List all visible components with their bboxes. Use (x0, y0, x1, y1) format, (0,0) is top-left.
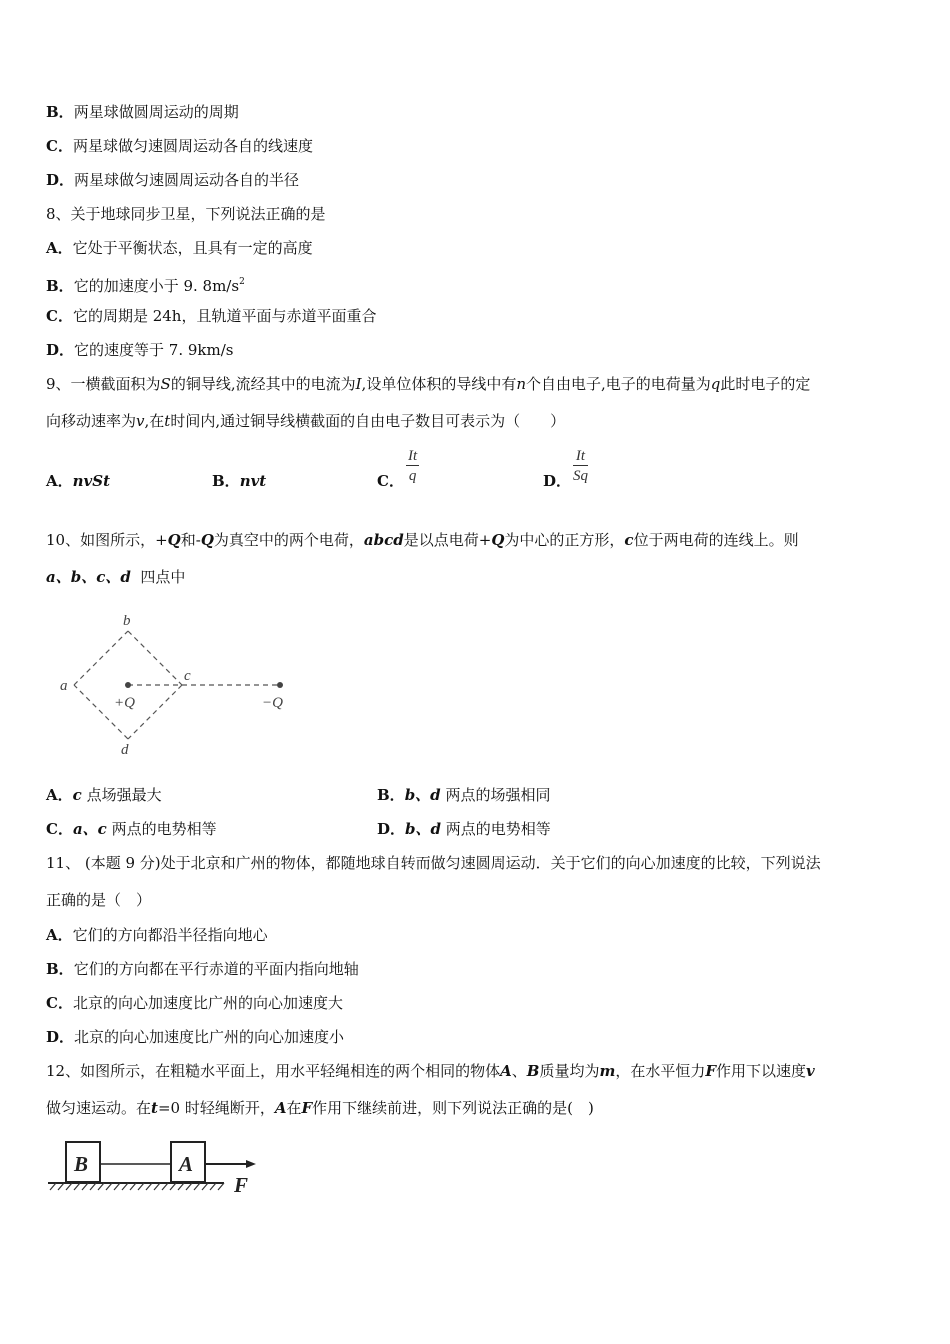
q10-option-a: A．c 点场强最大 (46, 786, 162, 804)
q8-stem: 8、关于地球同步卫星，下列说法正确的是 (46, 205, 326, 223)
q9-option-d-label: D． (543, 472, 572, 490)
q12-stem-line2: 做匀速运动。在t=0 时轻绳断开，A在F作用下继续前进，则下列说法正确的是( ) (46, 1099, 594, 1117)
q10-stem-line2: a、b、c、d 四点中 (46, 568, 186, 586)
point-c-label: c (184, 668, 191, 684)
q11-option-c: C．北京的向心加速度比广州的向心加速度大 (46, 994, 343, 1012)
q8-option-c: C．它的周期是 24h，且轨道平面与赤道平面重合 (46, 307, 377, 325)
q11-option-a: A．它们的方向都沿半径指向地心 (46, 926, 268, 944)
square-edge-bc (128, 631, 182, 685)
block-b-label: B (74, 1152, 89, 1176)
q10-stem-line1: 10、如图所示，+Q和-Q为真空中的两个电荷，abcd是以点电荷+Q为中心的正方形，c位于两电荷的连线上。则 (46, 531, 799, 549)
point-b-label: b (123, 613, 131, 629)
force-arrow-head (246, 1160, 256, 1168)
square-edge-da (74, 685, 128, 739)
plus-q-label: +Q (114, 695, 135, 711)
q7-option-c: C．两星球做匀速圆周运动各自的线速度 (46, 137, 313, 155)
negative-charge-dot (277, 682, 283, 688)
q11-stem-line2: 正确的是（ ） (46, 891, 152, 909)
q8-option-d: D．它的速度等于 7. 9km/s (46, 341, 234, 359)
q10-option-d: D．b、d 两点的电势相等 (377, 820, 551, 838)
ground-hatching (50, 1183, 224, 1190)
q11-option-b: B．它们的方向都在平行赤道的平面内指向地轴 (46, 960, 359, 978)
q7-option-d: D．两星球做匀速圆周运动各自的半径 (46, 171, 300, 189)
q12-stem-line1: 12、如图所示，在粗糙水平面上，用水平轻绳相连的两个相同的物体A、B质量均为m，在水平恒力F作用下以速度v (46, 1062, 815, 1080)
q9-option-a: A．nvSt (46, 472, 111, 490)
block-a-label: A (179, 1152, 194, 1176)
q9-option-c-label: C． (377, 472, 404, 490)
minus-q-label: −Q (262, 695, 283, 711)
q10-option-c: C．a、c 两点的电势相等 (46, 820, 217, 838)
square-edge-ab (74, 631, 128, 685)
point-d-label: d (121, 742, 129, 758)
q8-option-b: B．它的加速度小于 9. $8m/s^2$ (46, 277, 245, 295)
q9-stem-line2: 向移动速率为v,在t时间内,通过铜导线横截面的自由电子数目可表示为（ ） (46, 412, 566, 430)
q8-option-a: A．它处于平衡状态，且具有一定的高度 (46, 239, 313, 257)
positive-charge-dot (125, 682, 131, 688)
force-label: F (234, 1173, 249, 1197)
q7-option-b: B．两星球做圆周运动的周期 (46, 103, 239, 121)
q9-stem-line1: 9、一横截面积为S的铜导线,流经其中的电流为I,设单位体积的导线中有n个自由电子,电子的电荷量为q此时电子的定 (46, 375, 811, 393)
q12-figure (44, 1136, 269, 1198)
square-edge-cd (128, 685, 182, 739)
point-a-label: a (60, 678, 68, 694)
q9-option-c-fraction: $\frac{It}{q}$ (408, 448, 418, 484)
q11-stem-line1: 11、 (本题 9 分)处于北京和广州的物体，都随地球自转而做匀速圆周运动．关于它们的向心加速度的比较，下列说法 (46, 854, 821, 872)
q9-option-b: B．nvt (212, 472, 267, 490)
q9-option-d-fraction: $\frac{It}{Sq}$ (573, 448, 588, 484)
q10-option-b: B．b、d 两点的场强相同 (377, 786, 551, 804)
q10-figure (52, 610, 302, 760)
q11-option-d: D．北京的向心加速度比广州的向心加速度小 (46, 1028, 345, 1046)
